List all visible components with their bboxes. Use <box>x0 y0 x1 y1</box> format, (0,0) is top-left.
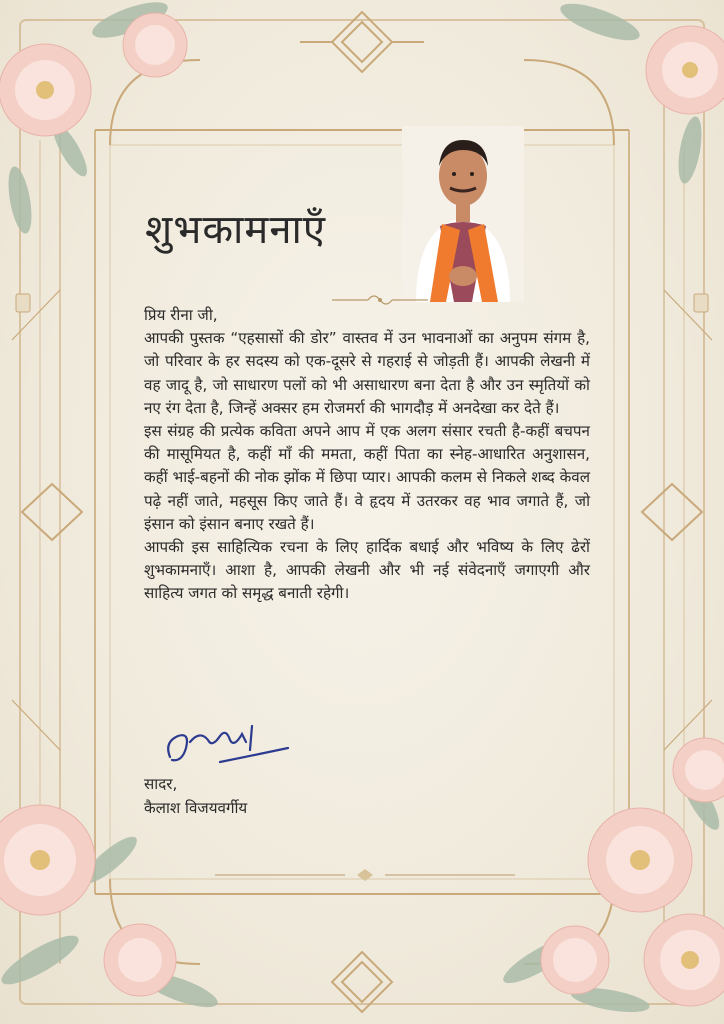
letter-salutation: प्रिय रीना जी, <box>144 306 218 324</box>
letter-paragraph-3: आपकी इस साहित्यिक रचना के लिए हार्दिक बधाई और भविष्य के लिए ढेरों शुभकामनाएँ। आशा है, आपकी लेखनी और भी नई संवेदनाएँ जगाएगी और साहित्य जगत को समृद्ध बनाती रहेगी। <box>144 538 590 603</box>
letter-paragraph-2: इस संग्रह की प्रत्येक कविता अपने आप में एक अलग संसार रचती है-कहीं बचपन की मासूमियत है, कहीं माँ की ममता, कहीं पिता का स्नेह-आधारित अनुशासन, कहीं भाई-बहनों की नोक झोंक में छिपा प्यार। आपकी कलम से निकले शब्द केवल पढ़े नहीं जाते, महसूस किए जाते हैं। वे हृदय में उतरकर वह भाव जगाते हैं, जो इंसान को इंसान बनाए रखते हैं। <box>144 422 590 533</box>
letter-body <box>144 304 590 606</box>
letter-closing-block <box>144 772 247 820</box>
sender-name: कैलाश विजयवर्गीय <box>144 799 248 817</box>
sender-portrait <box>402 126 524 302</box>
ornament-divider-bottom <box>215 868 515 882</box>
letter-closing: सादर, <box>144 775 178 793</box>
letter-title: शुभकामनाएँ <box>145 207 326 253</box>
letter-paragraph-1: आपकी पुस्तक “एहसासों की डोर” वास्तव में उन भावनाओं का अनुपम संगम है, जो परिवार के हर सदस्य को एक-दूसरे से गहराई से जोड़ती हैं। आपकी लेखनी में वह जादू है, जो साधारण पलों को भी असाधारण बना देता है और उन स्मृतियों को नए रंग देता है, जिन्हें अक्सर हम रोजमर्रा की भागदौड़ में अनदेखा कर देते हैं। <box>144 329 590 417</box>
handwritten-signature <box>160 712 300 772</box>
